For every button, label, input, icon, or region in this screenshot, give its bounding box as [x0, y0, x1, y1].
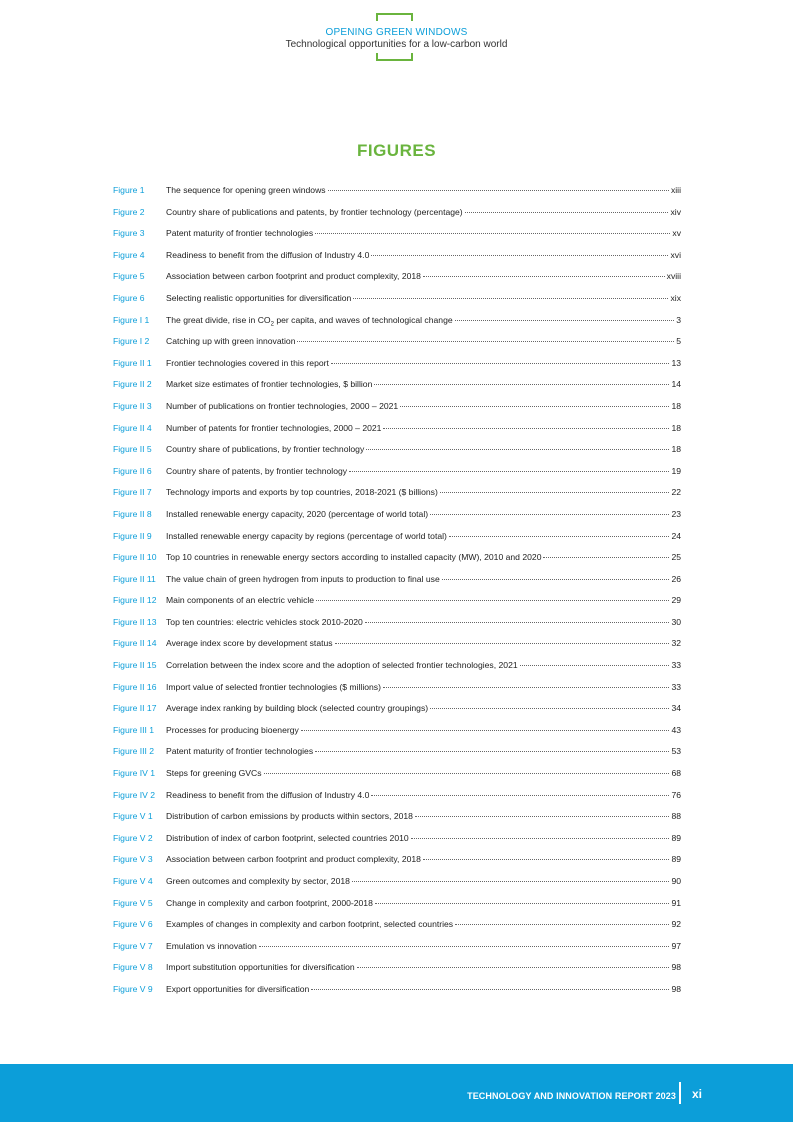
figure-entry[interactable]	[113, 680, 681, 702]
figure-page-number[interactable]: 68	[671, 768, 681, 779]
figure-label[interactable]: Figure 3	[113, 228, 145, 239]
dot-leader	[430, 514, 669, 515]
figure-title[interactable]: Export opportunities for diversification	[166, 983, 310, 994]
figure-label[interactable]: Figure 5	[113, 271, 145, 282]
footer-report-title	[467, 1091, 676, 1101]
figure-label[interactable]: Figure II 5	[113, 444, 152, 455]
dot-leader	[455, 320, 675, 321]
dot-leader	[543, 557, 669, 558]
figure-page-number[interactable]: 18	[671, 400, 681, 411]
figure-label[interactable]: Figure II 11	[113, 573, 156, 584]
dot-leader	[465, 212, 669, 213]
footer-divider	[679, 1082, 681, 1104]
dot-leader	[430, 708, 669, 709]
figure-entry[interactable]	[113, 723, 681, 745]
dot-leader	[371, 795, 669, 796]
figure-label[interactable]: Figure I 2	[113, 336, 150, 347]
dot-leader	[442, 579, 670, 580]
figure-entry[interactable]	[113, 572, 681, 594]
figure-title[interactable]: Installed renewable energy capacity by regions (percentage of world total)	[166, 530, 447, 541]
figure-entry[interactable]	[113, 399, 681, 421]
figure-title[interactable]: Number of patents for frontier technologies, 2000 – 2021	[166, 422, 382, 433]
figure-label[interactable]: Figure 4	[113, 249, 145, 260]
figure-page-number[interactable]: 90	[671, 876, 681, 886]
figure-label[interactable]: Figure V 3	[113, 854, 153, 865]
figure-entry[interactable]	[113, 960, 681, 982]
dot-leader	[335, 643, 670, 644]
figure-title[interactable]: Top ten countries: electric vehicles stock 2010-2020	[166, 616, 363, 627]
figure-label[interactable]: Figure III 1	[113, 724, 155, 735]
figure-title[interactable]: Import value of selected frontier technologies ($ millions)	[166, 681, 381, 692]
figure-title[interactable]: Green outcomes and complexity by sector, 2018	[166, 876, 350, 886]
figure-label[interactable]: Figure 1	[113, 185, 145, 195]
figure-label[interactable]: Figure V 2	[113, 832, 153, 843]
dot-leader	[331, 363, 670, 364]
figure-title[interactable]: The sequence for opening green windows	[166, 185, 326, 195]
figure-title[interactable]: Average index score by development status	[166, 638, 333, 649]
dot-leader	[423, 276, 665, 277]
figure-label[interactable]: Figure V 7	[113, 940, 153, 951]
figure-entry[interactable]	[113, 788, 681, 810]
dot-leader	[383, 428, 669, 429]
figure-title[interactable]: Country share of patents, by frontier technology	[166, 465, 348, 476]
figure-entry[interactable]	[113, 917, 681, 939]
dot-leader	[315, 233, 670, 234]
figure-entry[interactable]	[113, 377, 681, 399]
figure-entry[interactable]	[113, 550, 681, 572]
dot-leader	[415, 816, 669, 817]
figure-label[interactable]: Figure V 9	[113, 983, 153, 994]
figure-page-number[interactable]: 24	[671, 530, 681, 541]
figure-label[interactable]: Figure II 2	[113, 379, 152, 390]
figure-label[interactable]: Figure IV 2	[113, 789, 156, 800]
page-number: xi	[692, 1087, 703, 1101]
figure-label[interactable]: Figure II 7	[113, 487, 152, 498]
dot-leader	[400, 406, 669, 407]
figure-entry[interactable]	[113, 183, 681, 205]
figure-entry[interactable]	[113, 615, 681, 637]
figure-title[interactable]: Number of publications on frontier technologies, 2000 – 2021	[166, 400, 399, 411]
figure-entry[interactable]	[113, 485, 681, 507]
figure-page-number[interactable]: 30	[671, 616, 681, 627]
figure-label[interactable]: Figure II 1	[113, 357, 152, 368]
dot-leader	[423, 859, 669, 860]
figure-title[interactable]: Steps for greening GVCs	[166, 768, 262, 779]
figure-entry[interactable]	[113, 442, 681, 464]
figure-entry[interactable]	[113, 658, 681, 680]
figure-label[interactable]: Figure V 1	[113, 811, 153, 822]
running-header	[0, 0, 793, 70]
figure-label[interactable]: Figure II 16	[113, 681, 157, 692]
dot-leader	[311, 989, 669, 990]
figure-entry[interactable]	[113, 269, 681, 291]
figure-title[interactable]: The value chain of green hydrogen from inputs to production to final use	[166, 573, 440, 584]
figure-entry[interactable]	[113, 205, 681, 227]
figure-label[interactable]: Figure II 17	[113, 703, 157, 714]
figure-label[interactable]: Figure 6	[113, 292, 145, 303]
figure-page-number[interactable]: xviii	[666, 271, 681, 282]
dot-leader	[357, 967, 670, 968]
figure-title[interactable]: Readiness to benefit from the diffusion of Industry 4.0	[166, 249, 370, 260]
dot-leader	[455, 924, 669, 925]
figure-page-number[interactable]: 3	[676, 314, 681, 325]
dot-leader	[259, 946, 670, 947]
figure-page-number[interactable]: xiv	[670, 206, 681, 217]
figure-title[interactable]: Country share of publications and patents, by frontier technology (percentage)	[166, 206, 463, 217]
figure-title[interactable]: Installed renewable energy capacity, 2020 (percentage of world total)	[166, 508, 429, 519]
figure-title[interactable]: Selecting realistic opportunities for diversification	[166, 292, 352, 303]
figure-page-number[interactable]: 19	[671, 465, 681, 476]
figure-page-number[interactable]: 98	[671, 962, 681, 973]
figure-entry[interactable]	[113, 831, 681, 853]
figure-entry[interactable]	[113, 464, 681, 486]
dot-leader	[264, 773, 670, 774]
figure-title[interactable]: Association between carbon footprint and product complexity, 2018	[166, 854, 421, 865]
figure-page-number[interactable]: 98	[671, 983, 681, 994]
figure-label[interactable]: Figure II 9	[113, 530, 152, 541]
figure-label[interactable]: Figure II 14	[113, 638, 157, 649]
dot-leader	[411, 838, 670, 839]
footer-report-name: TECHNOLOGY AND INNOVATION REPORT	[467, 1091, 653, 1101]
figure-entry[interactable]	[113, 356, 681, 378]
figure-entry[interactable]	[113, 744, 681, 766]
figure-label[interactable]: Figure V 4	[113, 876, 153, 886]
figure-page-number[interactable]: xv	[672, 228, 681, 239]
figure-label[interactable]: Figure II 12	[113, 595, 157, 606]
figure-title-text: per capita, and waves of technological change	[273, 314, 453, 325]
figure-label[interactable]: Figure 2	[113, 206, 145, 217]
figure-title[interactable]: Import substitution opportunities for diversification	[166, 962, 355, 973]
figure-page-number[interactable]: 92	[671, 919, 681, 930]
figure-page-number[interactable]: 14	[671, 379, 681, 390]
figure-title[interactable]: Examples of changes in complexity and carbon footprint, selected countries	[166, 919, 454, 930]
page-footer	[0, 1064, 793, 1122]
figure-label[interactable]: Figure II 15	[113, 660, 157, 671]
figure-page-number[interactable]: 97	[671, 940, 681, 951]
figure-entry[interactable]	[113, 809, 681, 831]
dot-leader	[449, 536, 670, 537]
dot-leader	[352, 881, 670, 882]
figure-entry[interactable]	[113, 939, 681, 961]
figures-list	[113, 183, 681, 1004]
figure-title[interactable]: Main components of an electric vehicle	[166, 595, 315, 606]
figure-label[interactable]: Figure I 1	[113, 314, 150, 325]
figure-label[interactable]: Figure II 8	[113, 508, 152, 519]
dot-leader	[371, 255, 668, 256]
figure-page-number[interactable]: 33	[671, 660, 681, 671]
figure-page-number[interactable]: 89	[671, 854, 681, 865]
figure-entry[interactable]	[113, 507, 681, 529]
figure-page-number[interactable]: 53	[671, 746, 681, 757]
figure-label[interactable]: Figure V 6	[113, 919, 153, 930]
figure-title-subscript: 2	[270, 321, 274, 328]
header-subtitle: Technological opportunities for a low-carbon world	[285, 39, 508, 50]
figure-entry[interactable]	[113, 313, 681, 335]
figure-label[interactable]: Figure II 4	[113, 422, 152, 433]
figure-page-number[interactable]: 22	[671, 487, 681, 498]
figure-title[interactable]: Patent maturity of frontier technologies	[166, 746, 314, 757]
figure-title-text: The great divide, rise in CO	[166, 314, 271, 325]
figure-page-number[interactable]: 88	[671, 811, 681, 822]
figure-page-number[interactable]: 34	[671, 703, 681, 714]
figure-page-number[interactable]: xvi	[670, 249, 681, 260]
dot-leader	[520, 665, 670, 666]
figure-title[interactable]: Country share of publications, by frontier technology	[166, 444, 365, 455]
figure-entry[interactable]	[113, 896, 681, 918]
figure-title[interactable]: Technology imports and exports by top countries, 2018-2021 ($ billions)	[166, 487, 438, 498]
figure-title[interactable]: Distribution of carbon emissions by products within sectors, 2018	[166, 811, 413, 822]
figure-entry[interactable]	[113, 982, 681, 1004]
figure-label[interactable]: Figure II 13	[113, 616, 157, 627]
figure-label[interactable]: Figure II 6	[113, 465, 152, 476]
figure-entry[interactable]	[113, 593, 681, 615]
header-bracket-top	[376, 13, 413, 21]
figure-entry[interactable]	[113, 852, 681, 874]
figure-page-number[interactable]: 23	[671, 508, 681, 519]
figure-title[interactable]: Emulation vs innovation	[166, 940, 257, 951]
dot-leader	[374, 384, 669, 385]
figure-title[interactable]: Average index ranking by building block (selected country groupings)	[166, 703, 429, 714]
figure-entry[interactable]	[113, 874, 681, 896]
figure-page-number[interactable]: 18	[671, 422, 681, 433]
figure-title[interactable]: Distribution of index of carbon footprint, selected countries 2010	[166, 832, 409, 843]
dot-leader	[316, 600, 669, 601]
figure-page-number[interactable]: 25	[671, 552, 681, 563]
figure-label[interactable]: Figure II 10	[113, 552, 157, 563]
figure-page-number[interactable]: 89	[671, 832, 681, 843]
figure-page-number[interactable]: xiii	[670, 185, 681, 195]
figure-title[interactable]: Market size estimates of frontier technologies, $ billion	[166, 379, 373, 390]
dot-leader	[383, 687, 669, 688]
figure-label[interactable]: Figure II 3	[113, 400, 152, 411]
figure-page-number[interactable]: 13	[671, 357, 681, 368]
figure-label[interactable]: Figure V 8	[113, 962, 153, 973]
figure-title[interactable]: Change in complexity and carbon footprint, 2000-2018	[166, 897, 373, 908]
header-bracket-bottom	[376, 53, 413, 61]
figure-label[interactable]: Figure III 2	[113, 746, 155, 757]
figure-title[interactable]: Correlation between the index score and the adoption of selected frontier technologies, 2021	[166, 660, 518, 671]
figure-entry[interactable]	[113, 421, 681, 443]
dot-leader	[328, 190, 669, 191]
dot-leader	[375, 903, 670, 904]
figure-entry[interactable]	[113, 334, 681, 356]
figure-entry[interactable]	[113, 291, 681, 313]
dot-leader	[301, 730, 670, 731]
figure-label[interactable]: Figure V 5	[113, 897, 153, 908]
figure-page-number[interactable]: 32	[671, 638, 681, 649]
figure-title[interactable]: Patent maturity of frontier technologies	[166, 228, 314, 239]
header-title: OPENING GREEN WINDOWS	[325, 27, 468, 38]
dot-leader	[353, 298, 668, 299]
dot-leader	[297, 341, 674, 342]
figure-title[interactable]: Frontier technologies covered in this report	[166, 357, 329, 368]
dot-leader	[366, 449, 669, 450]
figure-entry[interactable]	[113, 766, 681, 788]
figure-entry[interactable]	[113, 701, 681, 723]
figure-entry[interactable]	[113, 226, 681, 248]
figure-page-number[interactable]: 29	[671, 595, 681, 606]
figure-title[interactable]	[166, 313, 453, 332]
figure-page-number[interactable]: 76	[671, 789, 681, 800]
dot-leader	[349, 471, 669, 472]
dot-leader	[440, 492, 670, 493]
figure-title[interactable]: Top 10 countries in renewable energy sectors according to installed capacity (MW), 2010 and 2020	[166, 552, 542, 563]
figure-title[interactable]: Catching up with green innovation	[166, 336, 296, 347]
footer-report-year: 2023	[655, 1091, 676, 1101]
figure-page-number[interactable]: 26	[671, 573, 681, 584]
dot-leader	[365, 622, 670, 623]
figure-page-number[interactable]: 91	[671, 897, 681, 908]
figure-title[interactable]: Readiness to benefit from the diffusion of Industry 4.0	[166, 789, 370, 800]
figure-page-number[interactable]: 5	[676, 336, 681, 347]
figure-page-number[interactable]: 18	[671, 444, 681, 455]
figure-entry[interactable]	[113, 636, 681, 658]
figure-title[interactable]: Association between carbon footprint and product complexity, 2018	[166, 271, 421, 282]
figure-entry[interactable]	[113, 529, 681, 551]
figure-entry[interactable]	[113, 248, 681, 270]
dot-leader	[315, 751, 669, 752]
figure-page-number[interactable]: 33	[671, 681, 681, 692]
figure-label[interactable]: Figure IV 1	[113, 768, 156, 779]
figure-page-number[interactable]: 43	[671, 724, 681, 735]
figure-title[interactable]: Processes for producing bioenergy	[166, 724, 299, 735]
page-title: FIGURES	[356, 141, 437, 160]
figure-page-number[interactable]: xix	[670, 292, 681, 303]
